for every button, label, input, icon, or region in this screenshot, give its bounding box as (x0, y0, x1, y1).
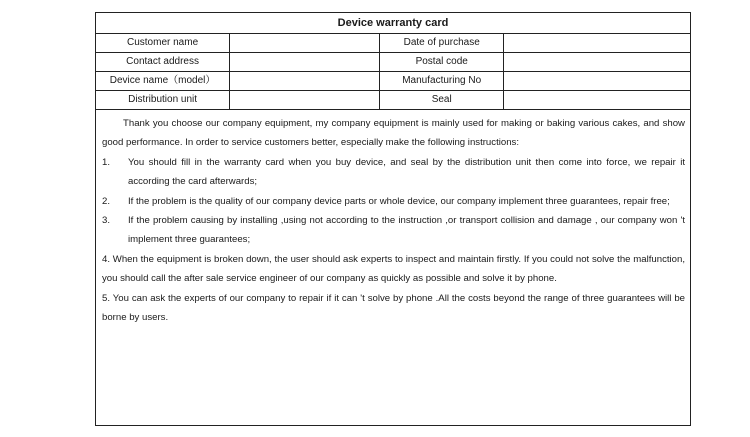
postal-code-label: Postal code (380, 53, 504, 72)
device-name-label: Device name（model） (96, 72, 230, 91)
item-text: If the problem is the quality of our company device parts or whole device, our company implement three guarantees, repair free; (128, 195, 670, 207)
manufacturing-no-label: Manufacturing No (380, 72, 504, 91)
device-name-field[interactable] (230, 72, 380, 91)
list-item (102, 211, 685, 250)
distribution-unit-field[interactable] (230, 91, 380, 110)
note-paragraph-5: 5. You can ask the experts of our company to repair if it can 't solve by phone .All the costs beyond the range of three guarantees will be borne by users. (102, 292, 685, 324)
table-row (96, 72, 690, 91)
customer-name-field[interactable] (230, 34, 380, 53)
contact-address-label: Contact address (96, 53, 230, 72)
table-row (96, 91, 690, 110)
item-text: If the problem causing by installing ,using not according to the instruction ,or transport collision and damage , our company won 't implement three guarantees; (128, 215, 685, 246)
table-row (96, 53, 690, 72)
manufacturing-no-field[interactable] (503, 72, 690, 91)
postal-code-field[interactable] (503, 53, 690, 72)
seal-field[interactable] (503, 91, 690, 110)
intro-paragraph: Thank you choose our company equipment, my company equipment is mainly used for making or baking various cakes, and show good performance. In order to service customers better, especially make the following instructions: (102, 118, 685, 149)
card-title: Device warranty card (96, 13, 690, 34)
instructions (96, 110, 690, 327)
item-number: 3. (102, 215, 111, 227)
seal-label: Seal (380, 91, 504, 110)
list-item (102, 153, 685, 192)
date-of-purchase-label: Date of purchase (380, 34, 504, 53)
item-number: 2. (102, 195, 111, 207)
distribution-unit-label: Distribution unit (96, 91, 230, 110)
contact-address-field[interactable] (230, 53, 380, 72)
item-number: 1. (102, 156, 111, 168)
item-text: You should fill in the warranty card when you buy device, and seal by the distribution unit then come into force, we repair it according the card afterwards; (128, 156, 685, 188)
list-item (102, 192, 685, 211)
table-row (96, 34, 690, 53)
date-of-purchase-field[interactable] (503, 34, 690, 53)
note-paragraph-4: 4. When the equipment is broken down, the user should ask experts to inspect and maintain firstly. If you could not solve the malfunction, you should call the after sale service engineer of our company as quickly as possible and solve it by phone. (102, 253, 685, 285)
customer-name-label: Customer name (96, 34, 230, 53)
fields-table (96, 34, 690, 110)
warranty-card (95, 12, 691, 426)
